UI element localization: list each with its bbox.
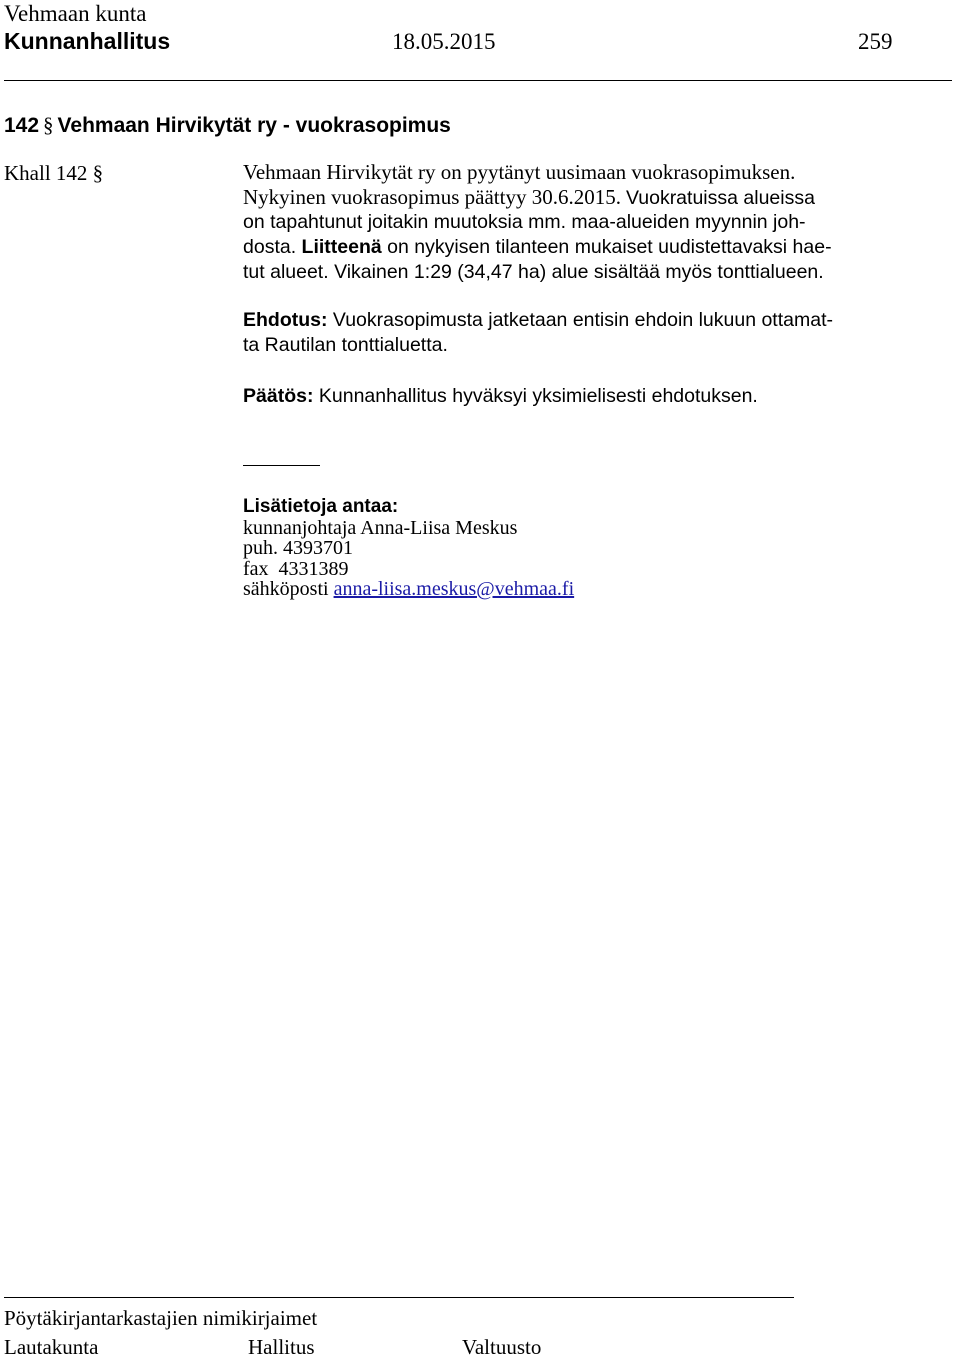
body-name: Kunnanhallitus [4,28,171,54]
body-line-5: tut alueet. Vikainen 1:29 (34,47 ha) alue sisältää myös tonttialueen. [243,261,824,283]
decision [243,384,955,409]
municipality-name: Vehmaan kunta [4,1,147,26]
section-number: 142 [4,114,40,137]
email-link[interactable]: anna-liisa.meskus@vehmaa.fi [333,578,575,600]
proposal-label: Ehdotus: [243,309,328,331]
section-symbol: § [43,113,54,137]
section-heading [4,112,451,139]
contact-fax: fax 4331389 [243,557,349,580]
body-line-2-start: Nykyinen vuokrasopimus päättyy 30.6.2015. [243,185,621,209]
proposal-line-2: ta Rautilan tonttialuetta. [243,334,448,356]
contact-info [243,497,574,600]
body-line-4-end: on nykyisen tilanteen mukaiset uudistettavaksi hae- [387,236,832,258]
meeting-date: 18.05.2015 [392,29,496,54]
body-line-4-start: dosta. [243,236,297,258]
contact-separator [243,465,320,466]
proposal-text: Vuokrasopimusta jatketaan entisin ehdoin lukuun ottamat- [332,309,833,331]
decision-text: Kunnanhallitus hyväksyi yksimielisesti ehdotuksen. [318,385,758,407]
page-number: 259 [858,29,893,54]
body-line-2-end: Vuokratuissa alueissa [625,187,815,209]
body-line-2 [243,185,955,210]
contact-name: kunnanjohtaja Anna-Liisa Meskus [243,516,518,539]
contact-label: Lisätietoja antaa: [243,496,399,517]
contact-phone: puh. 4393701 [243,537,353,559]
contact-email-row [243,579,574,600]
decision-line [243,384,955,409]
body-text [243,160,955,285]
reference [4,160,103,186]
footer-col-valtuusto: Valtuusto [462,1335,542,1359]
footer-initials-title: Pöytäkirjantarkastajien nimikirjaimet [4,1306,318,1330]
footer-col-hallitus: Hallitus [248,1335,315,1359]
body-line-4 [243,235,955,260]
proposal [243,308,955,358]
attachment-label: Liitteenä [301,236,382,258]
header-divider [4,80,952,81]
footer-divider [4,1297,794,1298]
decision-label: Päätös: [243,385,314,407]
body-line-1: Vehmaan Hirvikytät ry on pyytänyt uusimaan vuokrasopimuksen. [243,160,796,184]
reference-label: Khall 142 [4,161,88,185]
email-label: sähköposti [243,578,329,600]
body-line-3: on tapahtunut joitakin muutoksia mm. maa-alueiden myynnin joh- [243,211,806,233]
reference-symbol: § [92,161,104,185]
footer-col-lautakunta: Lautakunta [4,1335,99,1359]
section-title: Vehmaan Hirvikytät ry - vuokrasopimus [57,114,451,137]
proposal-line-1 [243,308,955,333]
